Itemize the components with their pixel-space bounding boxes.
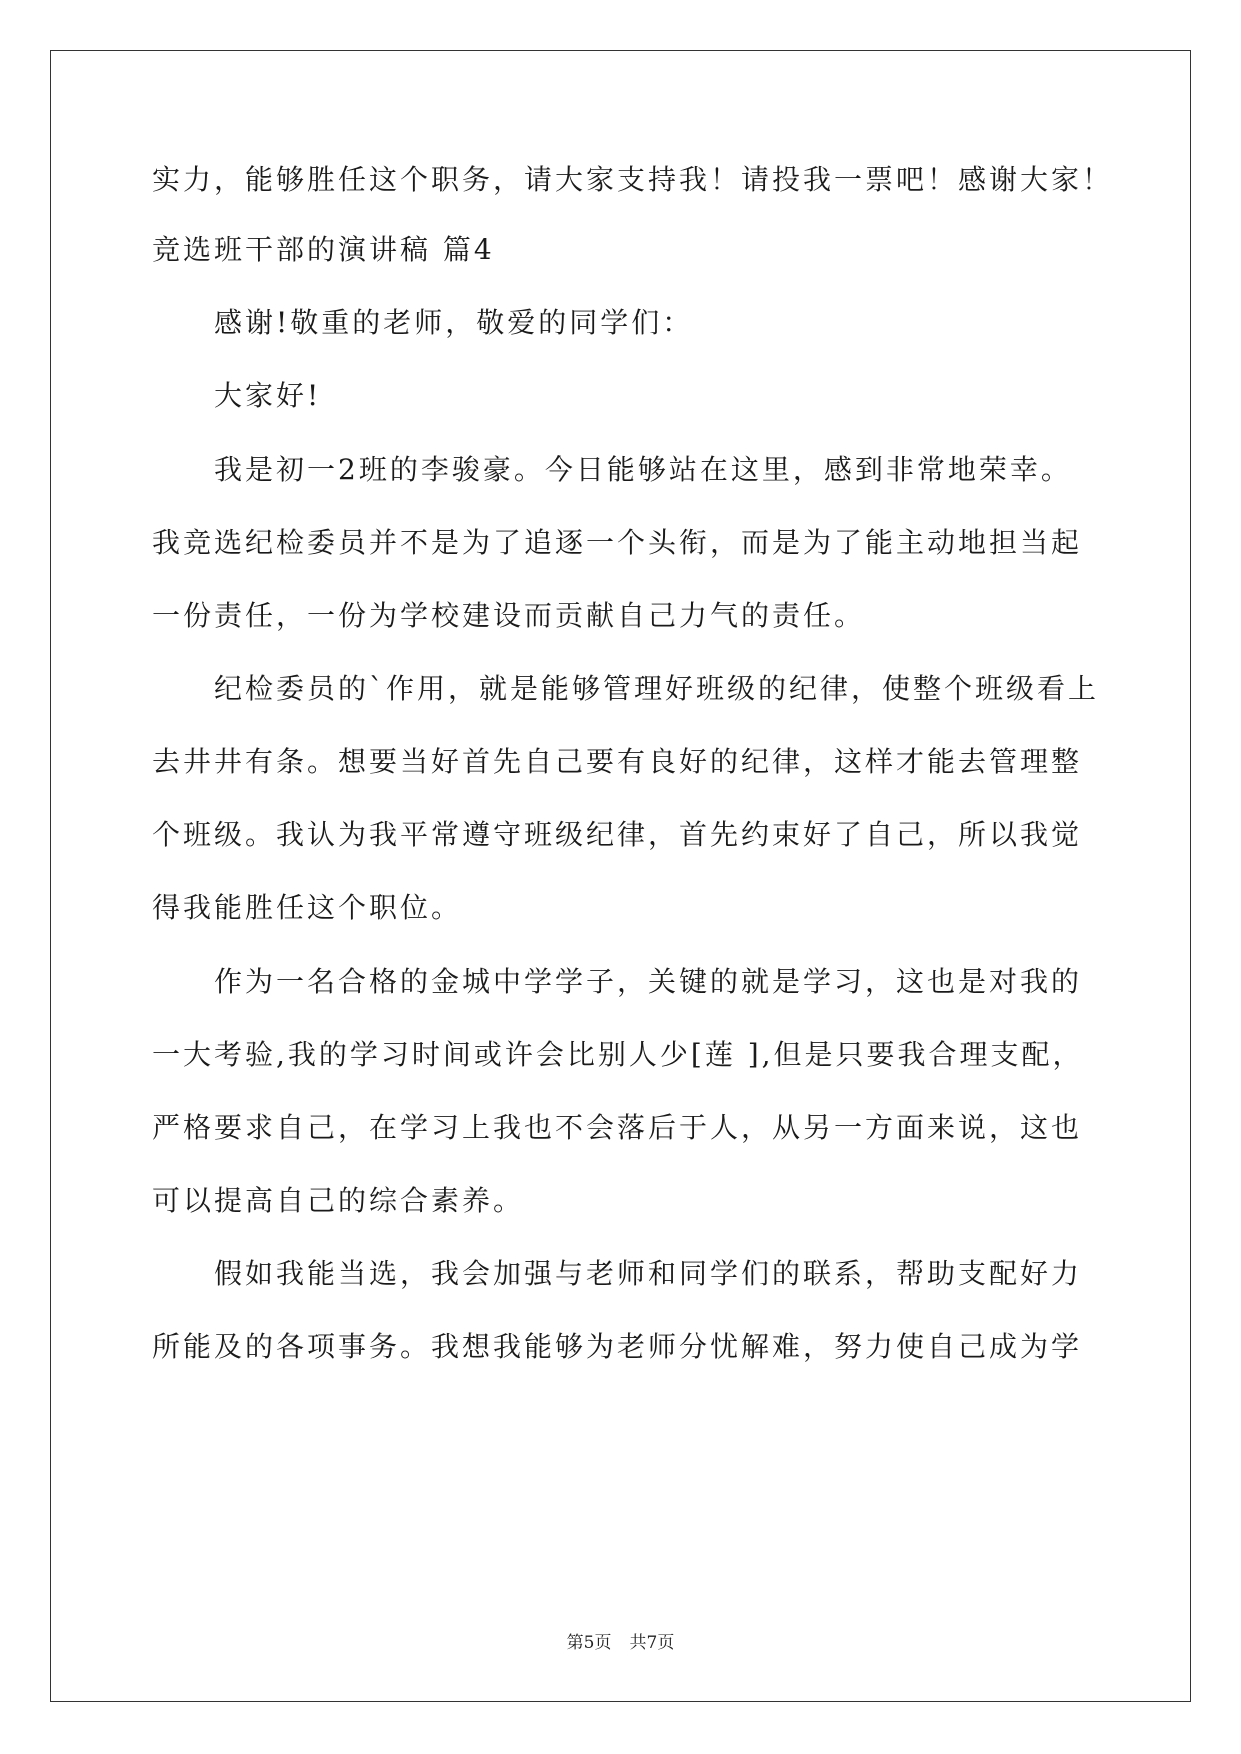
text-line: 所能及的各项事务。我想我能够为老师分忧解难，努力使自己成为学 [152, 1330, 1083, 1363]
text-line: 个班级。我认为我平常遵守班级纪律，首先约束好了自己，所以我觉 [152, 818, 1083, 851]
page-footer [0, 1628, 1241, 1653]
text-line: 去井井有条。想要当好首先自己要有良好的纪律，这样才能去管理整 [152, 745, 1083, 778]
section-heading: 竞选班干部的演讲稿 篇4 [152, 233, 495, 266]
text-line: 我竞选纪检委员并不是为了追逐一个头衔，而是为了能主动地担当起 [152, 526, 1083, 559]
text-line: 大家好! [214, 379, 322, 412]
text-line: 感谢!敬重的老师，敬爱的同学们： [214, 306, 694, 339]
page-number-total: 共7页 [629, 1633, 675, 1653]
text-line: 我是初一2班的李骏豪。今日能够站在这里，感到非常地荣幸。 [214, 453, 1072, 486]
text-line: 假如我能当选，我会加强与老师和同学们的联系，帮助支配好力 [214, 1257, 1083, 1290]
text-line: 可以提高自己的综合素养。 [152, 1184, 525, 1217]
text-line: 纪检委员的`作用，就是能够管理好班级的纪律，使整个班级看上 [214, 672, 1100, 705]
text-line: 得我能胜任这个职位。 [152, 891, 463, 924]
page-number-current: 第5页 [566, 1633, 612, 1653]
text-line: 实力，能够胜任这个职务，请大家支持我！请投我一票吧！感谢大家！ [152, 163, 1114, 196]
text-line: 一份责任，一份为学校建设而贡献自己力气的责任。 [152, 599, 866, 632]
text-line: 作为一名合格的金城中学学子，关键的就是学习，这也是对我的 [214, 965, 1083, 998]
text-line: 一大考验,我的学习时间或许会比别人少[莲 ],但是只要我合理支配， [152, 1038, 1084, 1071]
page-border [50, 50, 1191, 1702]
text-line: 严格要求自己，在学习上我也不会落后于人，从另一方面来说，这也 [152, 1111, 1083, 1144]
